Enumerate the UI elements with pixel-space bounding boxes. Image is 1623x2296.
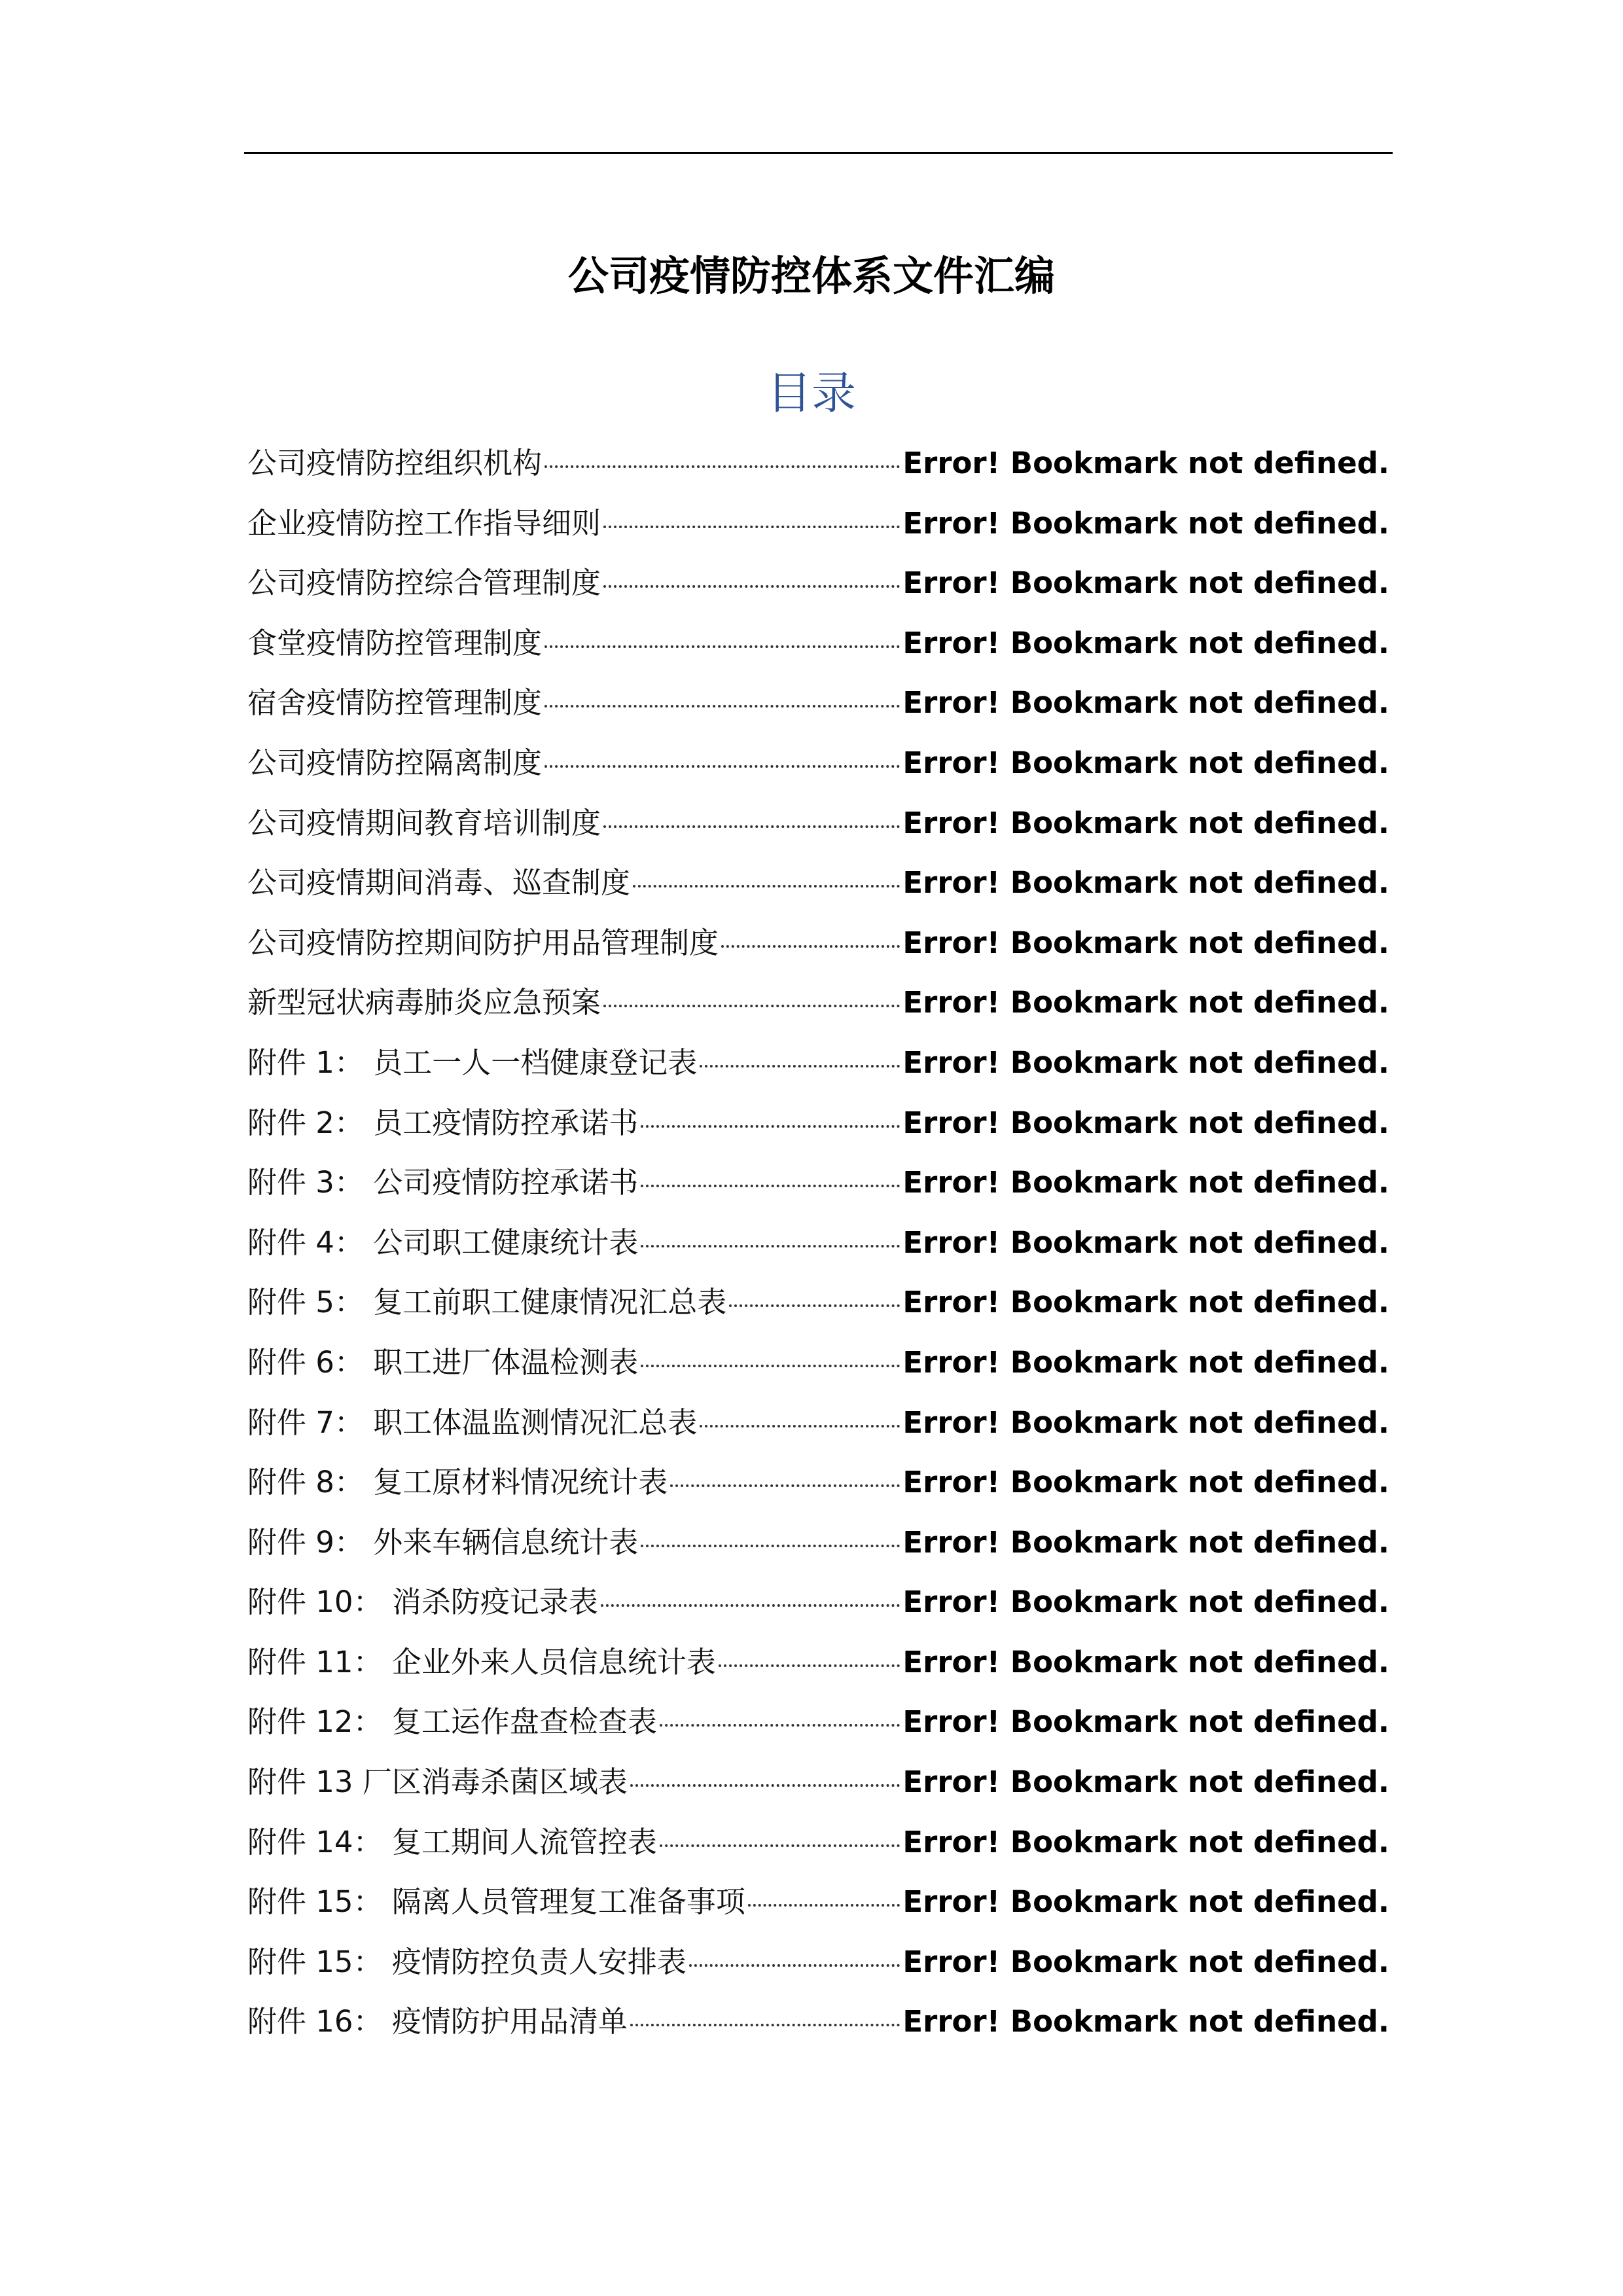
table-of-contents: [247, 433, 1389, 2052]
toc-entry-title: 公司疫情防控期间防护用品管理制度: [247, 925, 719, 960]
toc-entry-page-ref: Error! Bookmark not defined.: [902, 805, 1389, 840]
toc-entry[interactable]: [247, 1033, 1389, 1093]
toc-dot-leader: [544, 765, 900, 768]
toc-dot-leader: [544, 465, 900, 468]
toc-entry-title: 附件 14： 复工期间人流管控表: [247, 1824, 657, 1859]
toc-entry-title: 公司疫情防控综合管理制度: [247, 565, 601, 601]
toc-dot-leader: [544, 705, 900, 708]
toc-entry-title: 公司疫情期间教育培训制度: [247, 805, 601, 840]
toc-entry-page-ref: Error! Bookmark not defined.: [902, 1524, 1389, 1560]
toc-entry-page-ref: Error! Bookmark not defined.: [902, 2004, 1389, 2039]
toc-entry[interactable]: [247, 1992, 1389, 2052]
header-rule: [244, 152, 1393, 154]
toc-entry[interactable]: [247, 1513, 1389, 1573]
toc-entry-title: 公司疫情防控组织机构: [247, 446, 543, 480]
toc-entry-page-ref: Error! Bookmark not defined.: [902, 685, 1389, 721]
toc-entry-title: 附件 11： 企业外来人员信息统计表: [247, 1644, 716, 1679]
toc-entry-title: 附件 9： 外来车辆信息统计表: [247, 1524, 639, 1560]
toc-dot-leader: [670, 1484, 900, 1487]
toc-dot-leader: [603, 526, 900, 528]
toc-dot-leader: [700, 1425, 900, 1427]
toc-entry[interactable]: [247, 1213, 1389, 1273]
toc-entry-title: 附件 6： 职工进厂体温检测表: [247, 1344, 639, 1380]
toc-entry-title: 公司疫情期间消毒、巡查制度: [247, 865, 631, 901]
toc-entry-page-ref: Error! Bookmark not defined.: [902, 1285, 1389, 1320]
toc-entry-title: 附件 15： 隔离人员管理复工准备事项: [247, 1884, 745, 1920]
toc-dot-leader: [748, 1904, 901, 1907]
toc-entry-page-ref: Error! Bookmark not defined.: [902, 1405, 1389, 1440]
toc-entry-page-ref: Error! Bookmark not defined.: [902, 1704, 1389, 1740]
toc-entry[interactable]: [247, 913, 1389, 973]
toc-entry-page-ref: Error! Bookmark not defined.: [902, 1165, 1389, 1200]
toc-dot-leader: [641, 1245, 900, 1247]
toc-dot-leader: [603, 585, 900, 588]
toc-entry[interactable]: [247, 1452, 1389, 1513]
toc-entry-page-ref: Error! Bookmark not defined.: [902, 865, 1389, 901]
toc-entry-title: 附件 13 厂区消毒杀菌区域表: [247, 1765, 628, 1800]
toc-entry[interactable]: [247, 673, 1389, 733]
toc-entry-title: 食堂疫情防控管理制度: [247, 625, 543, 660]
toc-entry-page-ref: Error! Bookmark not defined.: [902, 1884, 1389, 1920]
toc-entry[interactable]: [247, 1393, 1389, 1453]
toc-entry[interactable]: [247, 853, 1389, 913]
toc-dot-leader: [660, 1724, 901, 1727]
toc-entry-title: 公司疫情防控隔离制度: [247, 745, 543, 780]
toc-entry[interactable]: [247, 493, 1389, 554]
toc-entry-page-ref: Error! Bookmark not defined.: [902, 565, 1389, 601]
toc-entry[interactable]: [247, 1572, 1389, 1632]
toc-entry[interactable]: [247, 1093, 1389, 1153]
toc-entry-title: 附件 5： 复工前职工健康情况汇总表: [247, 1285, 727, 1320]
toc-entry[interactable]: [247, 1812, 1389, 1873]
toc-entry-page-ref: Error! Bookmark not defined.: [902, 446, 1389, 480]
toc-entry-page-ref: Error! Bookmark not defined.: [902, 925, 1389, 960]
toc-entry-title: 宿舍疫情防控管理制度: [247, 685, 543, 721]
toc-entry[interactable]: [247, 973, 1389, 1033]
toc-entry-page-ref: Error! Bookmark not defined.: [902, 1045, 1389, 1080]
toc-entry-page-ref: Error! Bookmark not defined.: [902, 745, 1389, 780]
toc-entry-title: 附件 16： 疫情防护用品清单: [247, 2004, 628, 2039]
toc-entry[interactable]: [247, 553, 1389, 613]
toc-dot-leader: [601, 1604, 901, 1607]
toc-dot-leader: [544, 645, 900, 648]
toc-entry-page-ref: Error! Bookmark not defined.: [902, 1585, 1389, 1620]
toc-dot-leader: [689, 1964, 901, 1967]
toc-entry[interactable]: [247, 433, 1389, 493]
toc-dot-leader: [660, 1844, 901, 1847]
toc-dot-leader: [641, 1125, 900, 1128]
toc-entry-page-ref: Error! Bookmark not defined.: [902, 1944, 1389, 1979]
toc-entry-page-ref: Error! Bookmark not defined.: [902, 625, 1389, 660]
toc-heading: 目录: [766, 368, 856, 420]
toc-entry-title: 附件 1： 员工一人一档健康登记表: [247, 1045, 698, 1080]
toc-dot-leader: [719, 1664, 901, 1667]
toc-entry[interactable]: [247, 793, 1389, 853]
toc-entry-page-ref: Error! Bookmark not defined.: [902, 1105, 1389, 1140]
toc-dot-leader: [641, 1365, 900, 1367]
toc-entry-page-ref: Error! Bookmark not defined.: [902, 985, 1389, 1020]
toc-entry-page-ref: Error! Bookmark not defined.: [902, 1644, 1389, 1679]
toc-entry[interactable]: [247, 1872, 1389, 1932]
toc-entry[interactable]: [247, 1333, 1389, 1393]
toc-entry-title: 附件 2： 员工疫情防控承诺书: [247, 1105, 639, 1140]
toc-dot-leader: [630, 2024, 901, 2026]
toc-entry-title: 附件 7： 职工体温监测情况汇总表: [247, 1405, 698, 1440]
toc-entry[interactable]: [247, 613, 1389, 673]
document-title: 公司疫情防控体系文件汇编: [567, 252, 1055, 300]
toc-entry-title: 附件 15： 疫情防控负责人安排表: [247, 1944, 687, 1979]
toc-entry-title: 附件 3： 公司疫情防控承诺书: [247, 1165, 639, 1200]
toc-entry-page-ref: Error! Bookmark not defined.: [902, 1465, 1389, 1500]
toc-dot-leader: [633, 885, 900, 888]
toc-entry-title: 附件 12： 复工运作盘查检查表: [247, 1704, 657, 1740]
toc-dot-leader: [641, 1545, 900, 1547]
toc-entry[interactable]: [247, 1932, 1389, 1992]
toc-entry[interactable]: [247, 1632, 1389, 1693]
toc-entry-title: 附件 4： 公司职工健康统计表: [247, 1225, 639, 1260]
toc-entry-page-ref: Error! Bookmark not defined.: [902, 1765, 1389, 1800]
toc-entry[interactable]: [247, 1752, 1389, 1812]
toc-entry-page-ref: Error! Bookmark not defined.: [902, 1225, 1389, 1260]
toc-entry-page-ref: Error! Bookmark not defined.: [902, 1824, 1389, 1859]
toc-entry-page-ref: Error! Bookmark not defined.: [902, 505, 1389, 541]
toc-entry[interactable]: [247, 733, 1389, 793]
toc-entry[interactable]: [247, 1153, 1389, 1213]
toc-entry-page-ref: Error! Bookmark not defined.: [902, 1344, 1389, 1380]
toc-dot-leader: [641, 1185, 900, 1187]
toc-entry[interactable]: [247, 1272, 1389, 1333]
toc-dot-leader: [700, 1065, 900, 1067]
toc-entry-title: 新型冠状病毒肺炎应急预案: [247, 985, 601, 1020]
toc-dot-leader: [721, 945, 900, 948]
toc-dot-leader: [603, 825, 900, 828]
toc-entry-title: 附件 10： 消杀防疫记录表: [247, 1585, 598, 1620]
toc-dot-leader: [603, 1005, 900, 1007]
toc-dot-leader: [729, 1304, 900, 1307]
toc-entry-title: 企业疫情防控工作指导细则: [247, 505, 601, 541]
toc-entry[interactable]: [247, 1692, 1389, 1752]
toc-dot-leader: [630, 1784, 901, 1787]
toc-entry-title: 附件 8： 复工原材料情况统计表: [247, 1465, 668, 1500]
